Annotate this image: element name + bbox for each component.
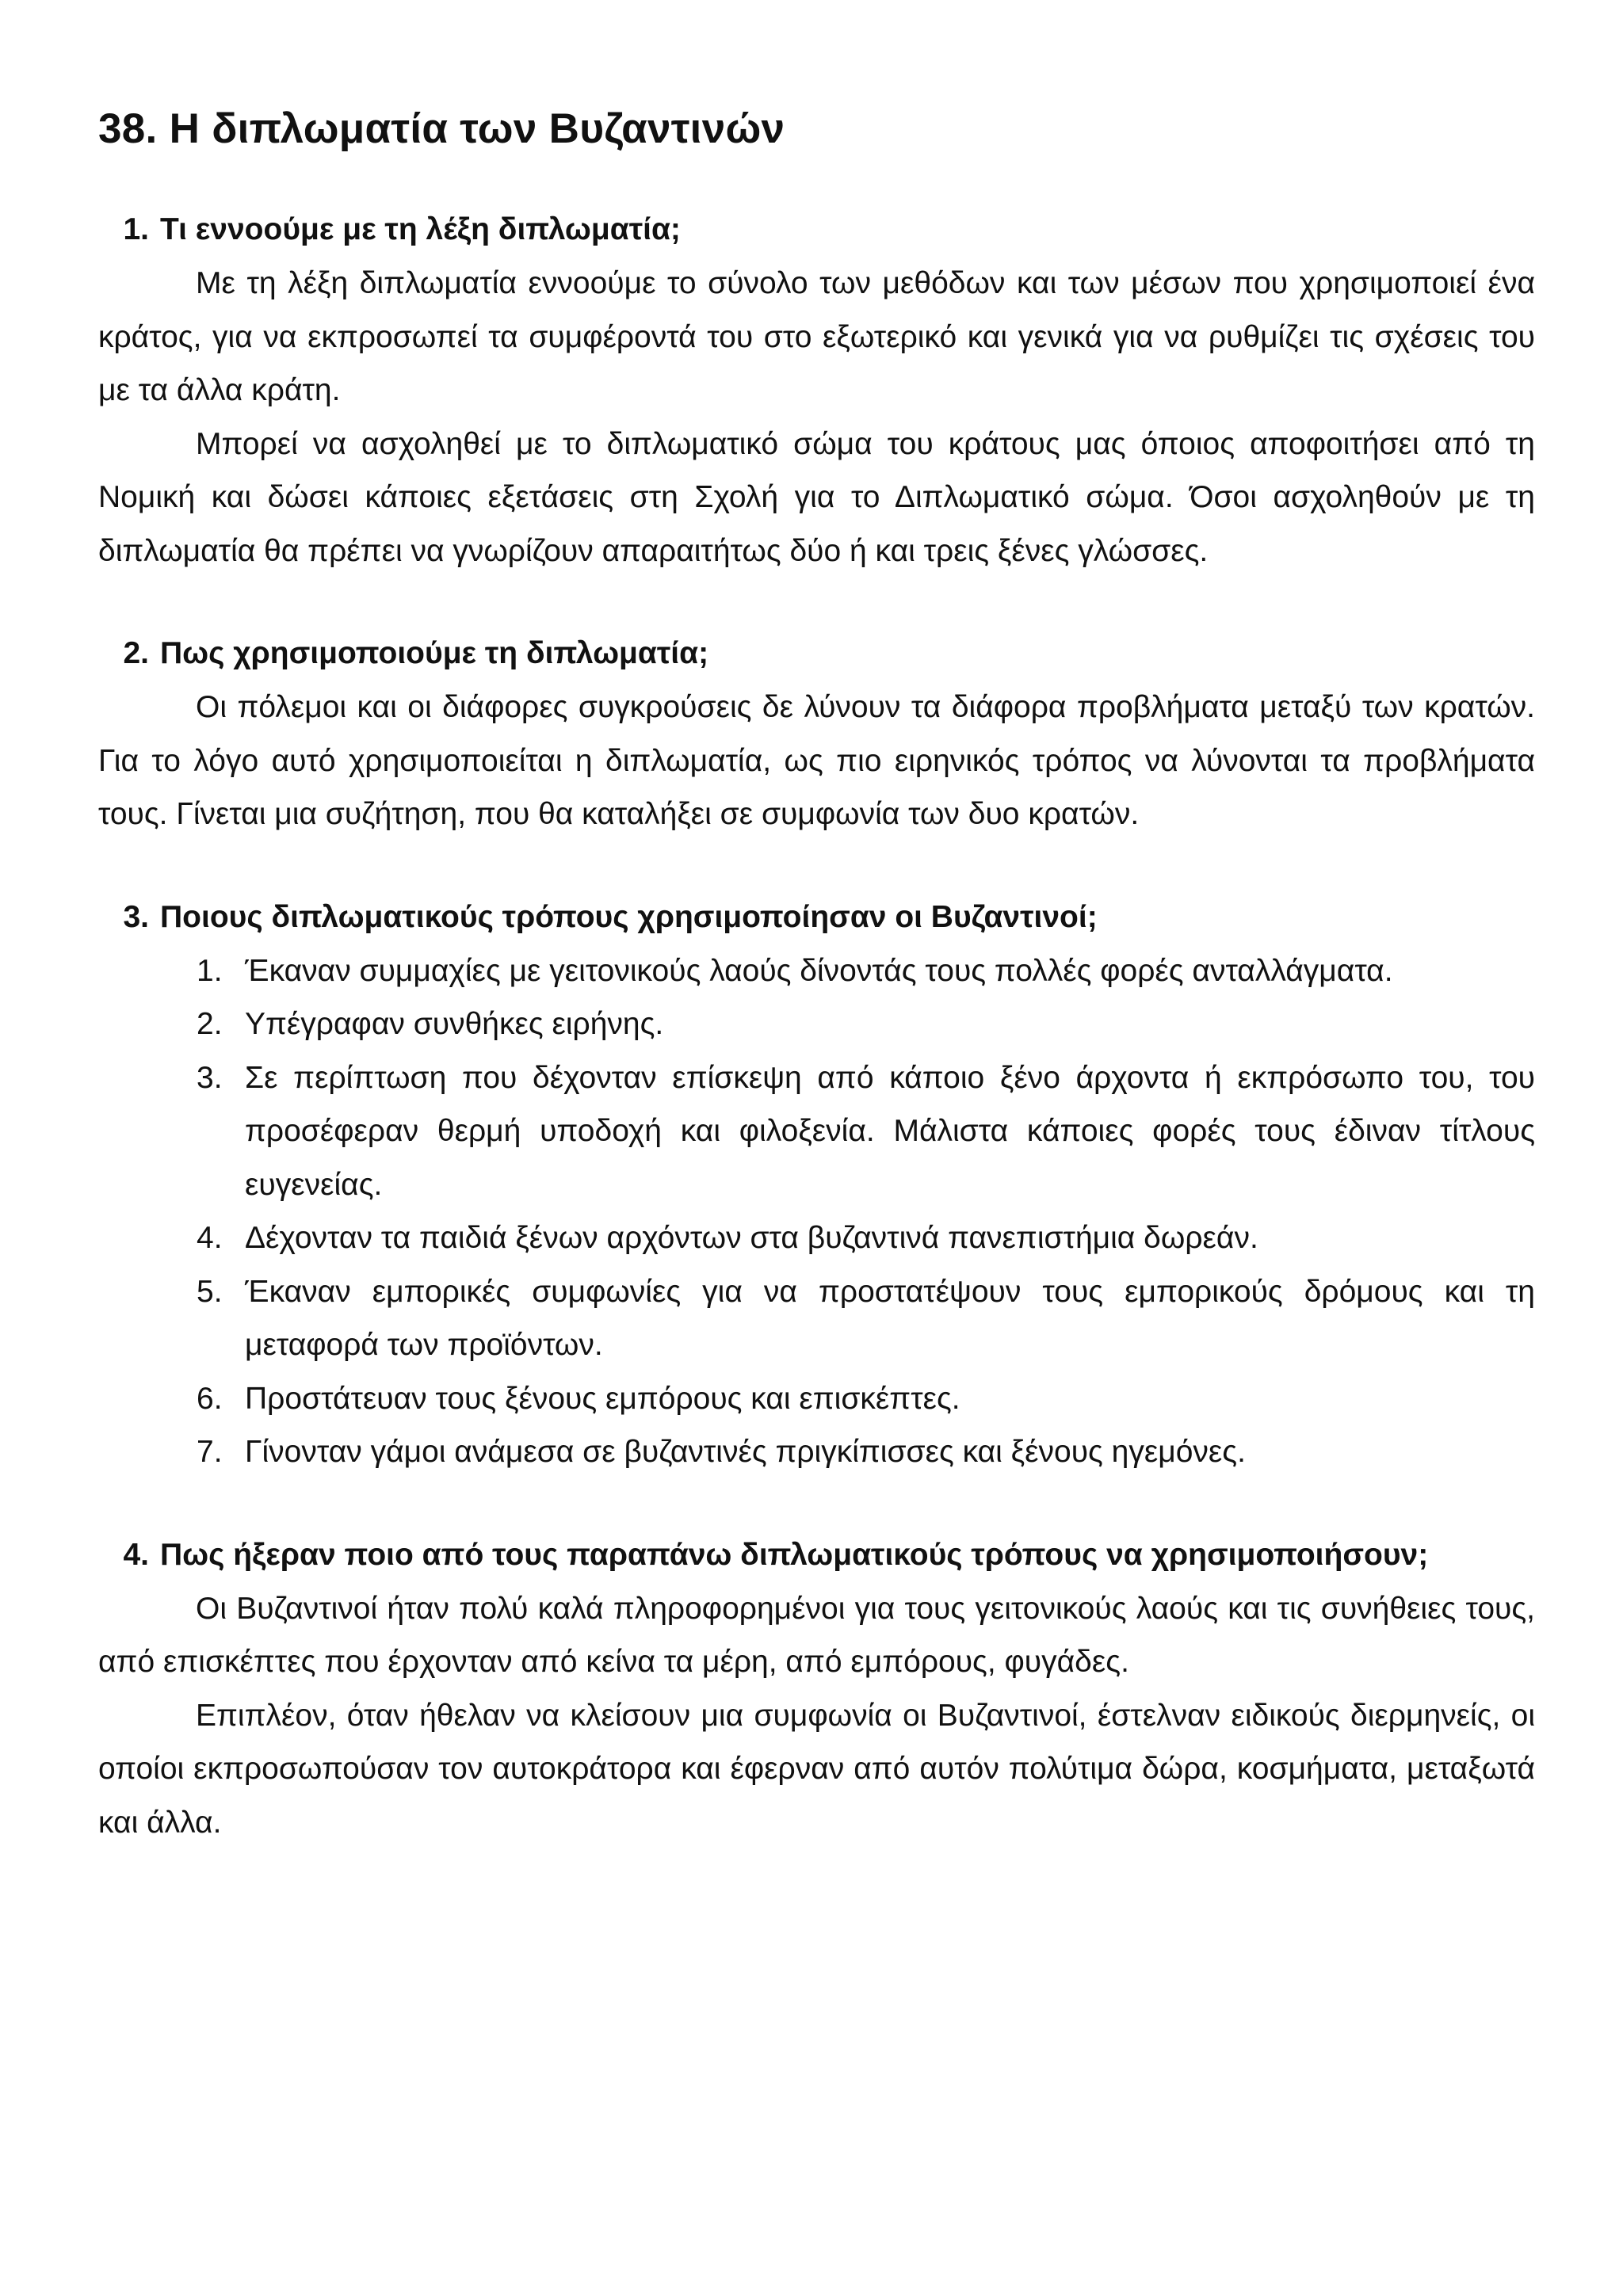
document-page	[98, 101, 1535, 1898]
question-number: 4.	[123, 1537, 149, 1572]
list-item-number: 2.	[197, 1007, 223, 1041]
list-item-text: Δέχονταν τα παιδιά ξένων αρχόντων στα βυζαντινά πανεπιστήμια δωρεάν.	[245, 1221, 1258, 1255]
list-item	[98, 1211, 1535, 1265]
question-heading	[98, 891, 1535, 944]
question-text: Πως ήξεραν ποιο από τους παραπάνω διπλωματικούς τρόπους να χρησιμοποιήσουν;	[160, 1537, 1429, 1572]
question-heading	[98, 1528, 1535, 1582]
list-item-text: Προστάτευαν τους ξένους εμπόρους και επισκέπτες.	[245, 1381, 960, 1416]
list-item-text: Υπέγραφαν συνθήκες ειρήνης.	[245, 1007, 664, 1041]
question-number: 2.	[123, 636, 149, 670]
question-number: 1.	[123, 212, 149, 246]
answer-paragraph: Οι πόλεμοι και οι διάφορες συγκρούσεις δε λύνουν τα διάφορα προβλήματα μεταξύ των κρατών. Για το λόγο αυτό χρησιμοποιείται η διπλωματία, ως πιο ειρηνικός τρόπος να λύνονται τα προβλήματα τους. Γίνεται μια συζήτηση, που θα καταλήξει σε συμφωνία των δυο κρατών.	[98, 690, 1535, 831]
list-item-text: Σε περίπτωση που δέχονταν επίσκεψη από κάποιο ξένο άρχοντα ή εκπρόσωπο του, του προσέφεραν θερμή υποδοχή και φιλοξενία. Μάλιστα κάποιες φορές τους έδιναν τίτλους ευγενείας.	[245, 1060, 1535, 1202]
list-item-number: 4.	[197, 1221, 223, 1255]
question-text: Πως χρησιμοποιούμε τη διπλωματία;	[160, 636, 709, 670]
methods-list	[98, 944, 1535, 1479]
list-item-number: 6.	[197, 1381, 223, 1416]
list-item	[98, 1265, 1535, 1372]
answer-paragraph: Με τη λέξη διπλωματία εννοούμε το σύνολο των μεθόδων και των μέσων που χρησιμοποιεί ένα κράτος, για να εκπροσωπεί τα συμφέροντά του στο εξωτερικό και γενικά για να ρυθμίζει τις σχέσεις του με τα άλλα κράτη.	[98, 266, 1535, 407]
question-text: Ποιους διπλωματικούς τρόπους χρησιμοποίησαν οι Βυζαντινοί;	[160, 899, 1098, 934]
list-item	[98, 1425, 1535, 1479]
section-3	[98, 891, 1535, 1479]
list-item-number: 7.	[197, 1435, 223, 1469]
list-item-number: 3.	[197, 1060, 223, 1095]
section-1	[98, 203, 1535, 578]
list-item	[98, 944, 1535, 998]
list-item-text: Γίνονταν γάμοι ανάμεσα σε βυζαντινές πριγκίπισσες και ξένους ηγεμόνες.	[245, 1435, 1246, 1469]
list-item	[98, 1372, 1535, 1426]
list-item-text: Έκαναν συμμαχίες με γειτονικούς λαούς δίνοντάς τους πολλές φορές ανταλλάγματα.	[245, 953, 1393, 988]
answer-paragraph: Οι Βυζαντινοί ήταν πολύ καλά πληροφορημένοι για τους γειτονικούς λαούς και τις συνήθειες τους, από επισκέπτες που έρχονταν από κείνα τα μέρη, από εμπόρους, φυγάδες.	[98, 1591, 1535, 1679]
question-heading	[98, 627, 1535, 681]
question-text: Τι εννοούμε με τη λέξη διπλωματία;	[160, 212, 681, 246]
question-heading	[98, 203, 1535, 257]
list-item	[98, 997, 1535, 1051]
page-title: 38. Η διπλωματία των Βυζαντινών	[98, 105, 785, 152]
answer-paragraph: Επιπλέον, όταν ήθελαν να κλείσουν μια συμφωνία οι Βυζαντινοί, έστελναν ειδικούς διερμηνείς, οι οποίοι εκπροσωπούσαν τον αυτοκράτορα και έφερναν από αυτόν πολύτιμα δώρα, κοσμήματα, μεταξωτά και άλλα.	[98, 1698, 1535, 1840]
list-item-text: Έκαναν εμπορικές συμφωνίες για να προστατέψουν τους εμπορικούς δρόμους και τη μεταφορά των προϊόντων.	[245, 1274, 1535, 1362]
question-number: 3.	[123, 899, 149, 934]
list-item	[98, 1051, 1535, 1212]
answer-paragraph: Μπορεί να ασχοληθεί με το διπλωματικό σώμα του κράτους μας όποιος αποφοιτήσει από τη Νομική και δώσει κάποιες εξετάσεις στη Σχολή για το Διπλωματικό σώμα. Όσοι ασχοληθούν με τη διπλωματία θα πρέπει να γνωρίζουν απαραιτήτως δύο ή και τρεις ξένες γλώσσες.	[98, 426, 1535, 568]
list-item-number: 1.	[197, 953, 223, 988]
section-2	[98, 627, 1535, 841]
section-4	[98, 1528, 1535, 1850]
list-item-number: 5.	[197, 1274, 223, 1309]
